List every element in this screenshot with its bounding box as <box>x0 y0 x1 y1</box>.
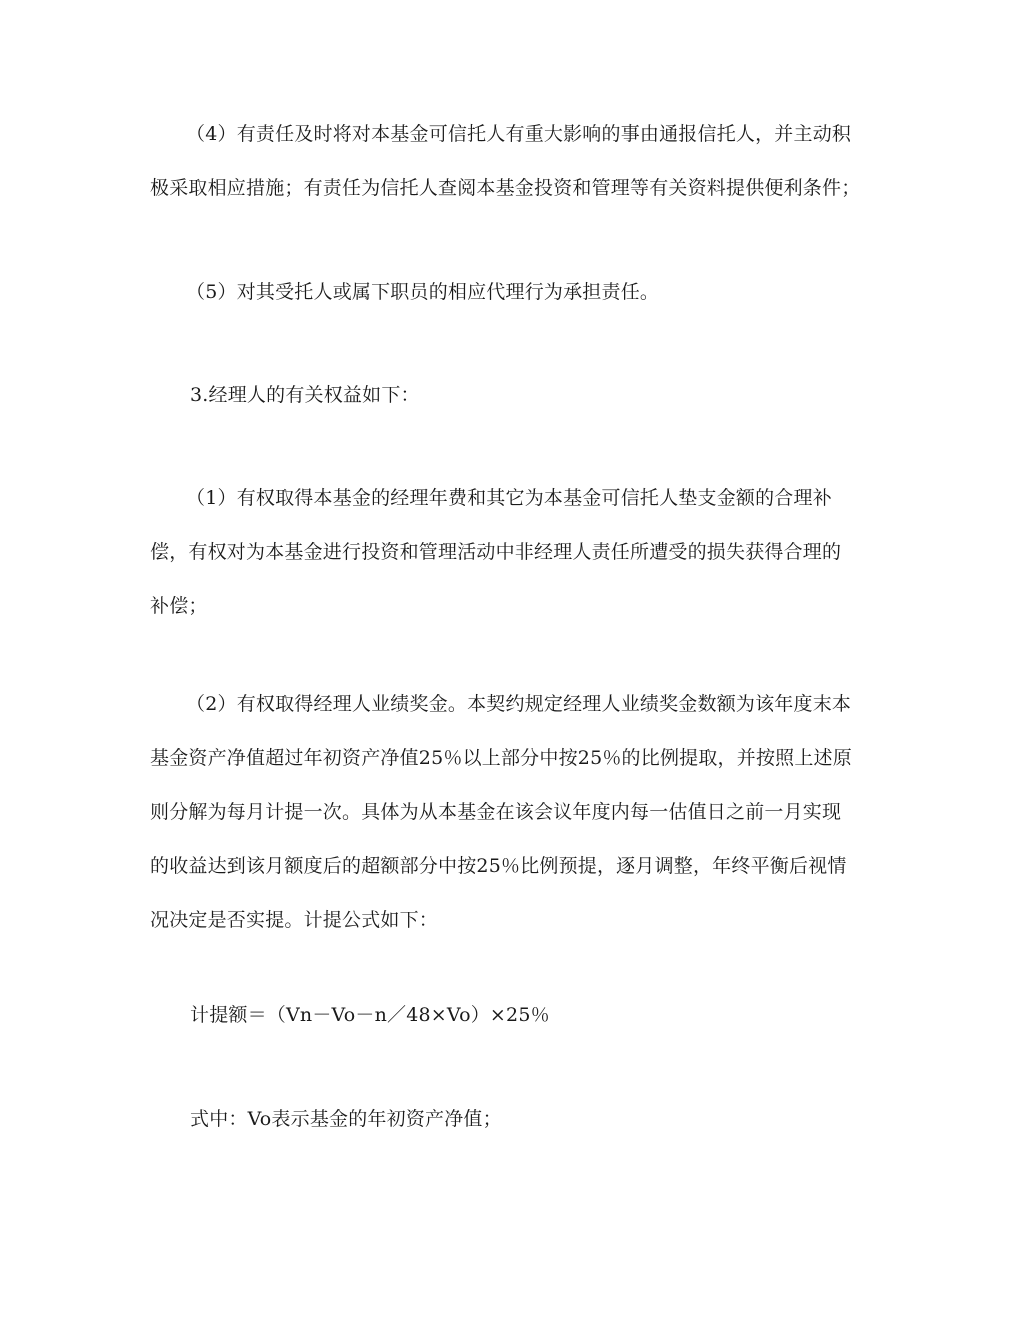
text-line: （4）有责任及时将对本基金可信托人有重大影响的事由通报信托人，并主动积 <box>186 123 852 145</box>
text-line: （2）有权取得经理人业绩奖金。本契约规定经理人业绩奖金数额为该年度末本 <box>186 693 852 715</box>
paragraph-right-1 <box>150 471 872 633</box>
text-line: 的收益达到该月额度后的超额部分中按25％比例预提，逐月调整，年终平衡后视情 <box>150 855 847 877</box>
text-line: 补偿； <box>150 595 208 617</box>
paragraph-right-2 <box>150 677 872 947</box>
text-line: 偿，有权对为本基金进行投资和管理活动中非经理人责任所遭受的损失获得合理的 <box>150 541 842 563</box>
text-line: 基金资产净值超过年初资产净值25％以上部分中按25％的比例提取，并按照上述原 <box>150 747 852 769</box>
text-line: 极采取相应措施；有责任为信托人查阅本基金投资和管理等有关资料提供便利条件； <box>150 177 861 199</box>
text-line: 则分解为每月计提一次。具体为从本基金在该会议年度内每一估值日之前一月实现 <box>150 801 842 823</box>
paragraph-duty-5 <box>150 265 872 319</box>
formula <box>150 988 872 1042</box>
text-line: （5）对其受托人或属下职员的相应代理行为承担责任。 <box>186 281 660 303</box>
text-line: 式中：Vo表示基金的年初资产净值； <box>190 1108 502 1130</box>
section-heading-rights <box>150 368 872 422</box>
text-line: 3.经理人的有关权益如下： <box>190 384 420 406</box>
text-line: 况决定是否实提。计提公式如下： <box>150 909 439 931</box>
formula-note <box>150 1092 872 1146</box>
formula-line: 计提额＝（Vn－Vo－n／48×Vo）×25％ <box>190 1004 550 1026</box>
paragraph-duty-4 <box>150 107 872 215</box>
text-line: （1）有权取得本基金的经理年费和其它为本基金可信托人垫支金额的合理补 <box>186 487 832 509</box>
